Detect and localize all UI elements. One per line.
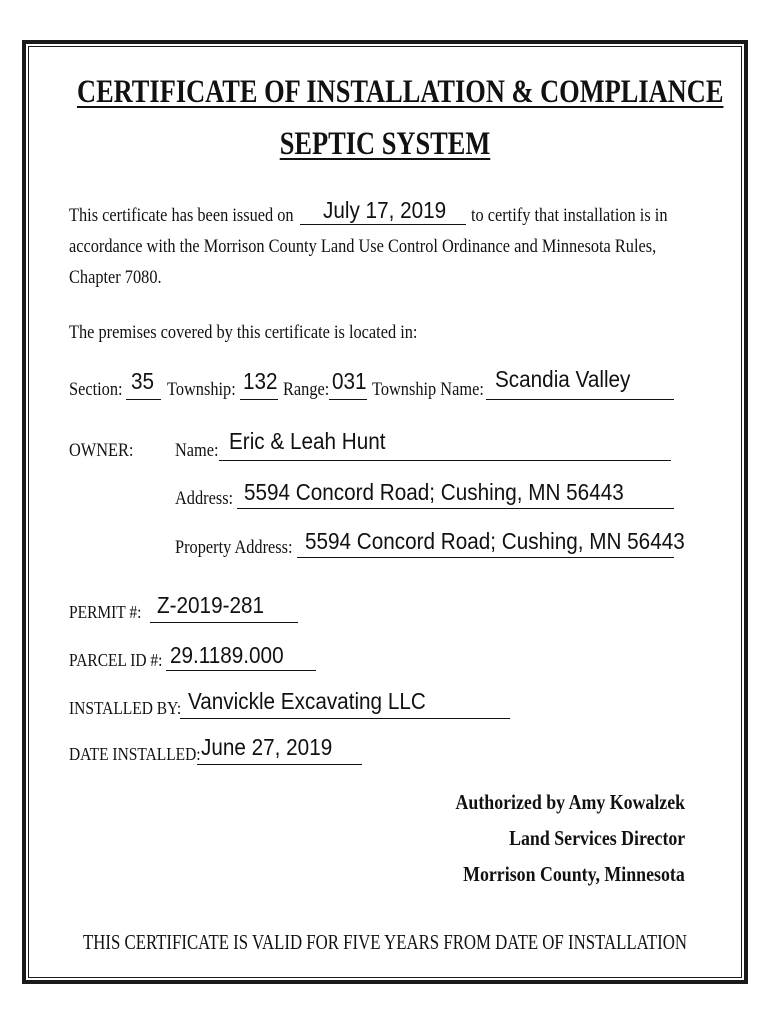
township-value: 132 — [243, 368, 278, 394]
owner-address-label: Address: — [175, 488, 234, 509]
date-installed-underline — [197, 764, 362, 765]
owner-name-underline — [219, 460, 671, 461]
installed-by-underline — [180, 718, 510, 719]
property-address-value: 5594 Concord Road; Cushing, MN 56443 — [305, 528, 685, 554]
certificate-title: CERTIFICATE OF INSTALLATION & COMPLIANCE — [77, 74, 724, 110]
installed-by-label: INSTALLED BY: — [69, 698, 182, 718]
township-name-value: Scandia Valley — [495, 366, 631, 392]
township-name-label: Township Name: — [372, 379, 484, 400]
owner-address-underline — [237, 508, 674, 509]
property-address-underline — [297, 557, 674, 558]
permit-underline — [150, 622, 298, 623]
parcel-underline — [166, 670, 316, 671]
range-underline — [329, 399, 367, 400]
section-label: Section: — [69, 379, 123, 400]
range-label: Range: — [283, 379, 330, 400]
section-value: 35 — [131, 368, 155, 394]
installed-by-value: Vanvickle Excavating LLC — [188, 688, 426, 714]
township-label: Township: — [167, 379, 236, 400]
property-address-label: Property Address: — [175, 537, 293, 558]
owner-label: OWNER: — [69, 440, 134, 461]
intro-line-3: Chapter 7080. — [69, 267, 162, 288]
section-underline — [126, 399, 161, 400]
signer-county: Morrison County, Minnesota — [463, 862, 685, 886]
intro-after-date: to certify that installation is in — [471, 205, 668, 226]
validity-notice: THIS CERTIFICATE IS VALID FOR FIVE YEARS FROM DATE OF INSTALLATION — [82, 930, 688, 954]
range-value: 031 — [332, 368, 367, 394]
certificate-subtitle: SEPTIC SYSTEM — [279, 126, 491, 162]
parcel-value: 29.1189.000 — [170, 642, 284, 668]
owner-name-label: Name: — [175, 440, 219, 461]
issue-date-value: July 17, 2019 — [323, 197, 447, 223]
intro-line-2: accordance with the Morrison County Land Use Control Ordinance and Minnesota Rules, — [69, 236, 657, 257]
intro-before-date: This certificate has been issued on — [69, 205, 294, 226]
permit-label: PERMIT #: — [69, 602, 142, 622]
premises-text: The premises covered by this certificate is located in: — [69, 322, 418, 343]
signer-title: Land Services Director — [508, 826, 685, 850]
owner-address-value: 5594 Concord Road; Cushing, MN 56443 — [244, 479, 624, 505]
township-name-underline — [486, 399, 674, 400]
date-installed-label: DATE INSTALLED: — [69, 744, 201, 764]
issue-date-underline — [300, 224, 466, 225]
township-underline — [240, 399, 278, 400]
date-installed-value: June 27, 2019 — [201, 734, 333, 760]
authorized-by: Authorized by Amy Kowalzek — [455, 790, 685, 814]
permit-value: Z-2019-281 — [157, 592, 265, 618]
parcel-label: PARCEL ID #: — [69, 650, 163, 670]
owner-name-value: Eric & Leah Hunt — [229, 428, 386, 454]
